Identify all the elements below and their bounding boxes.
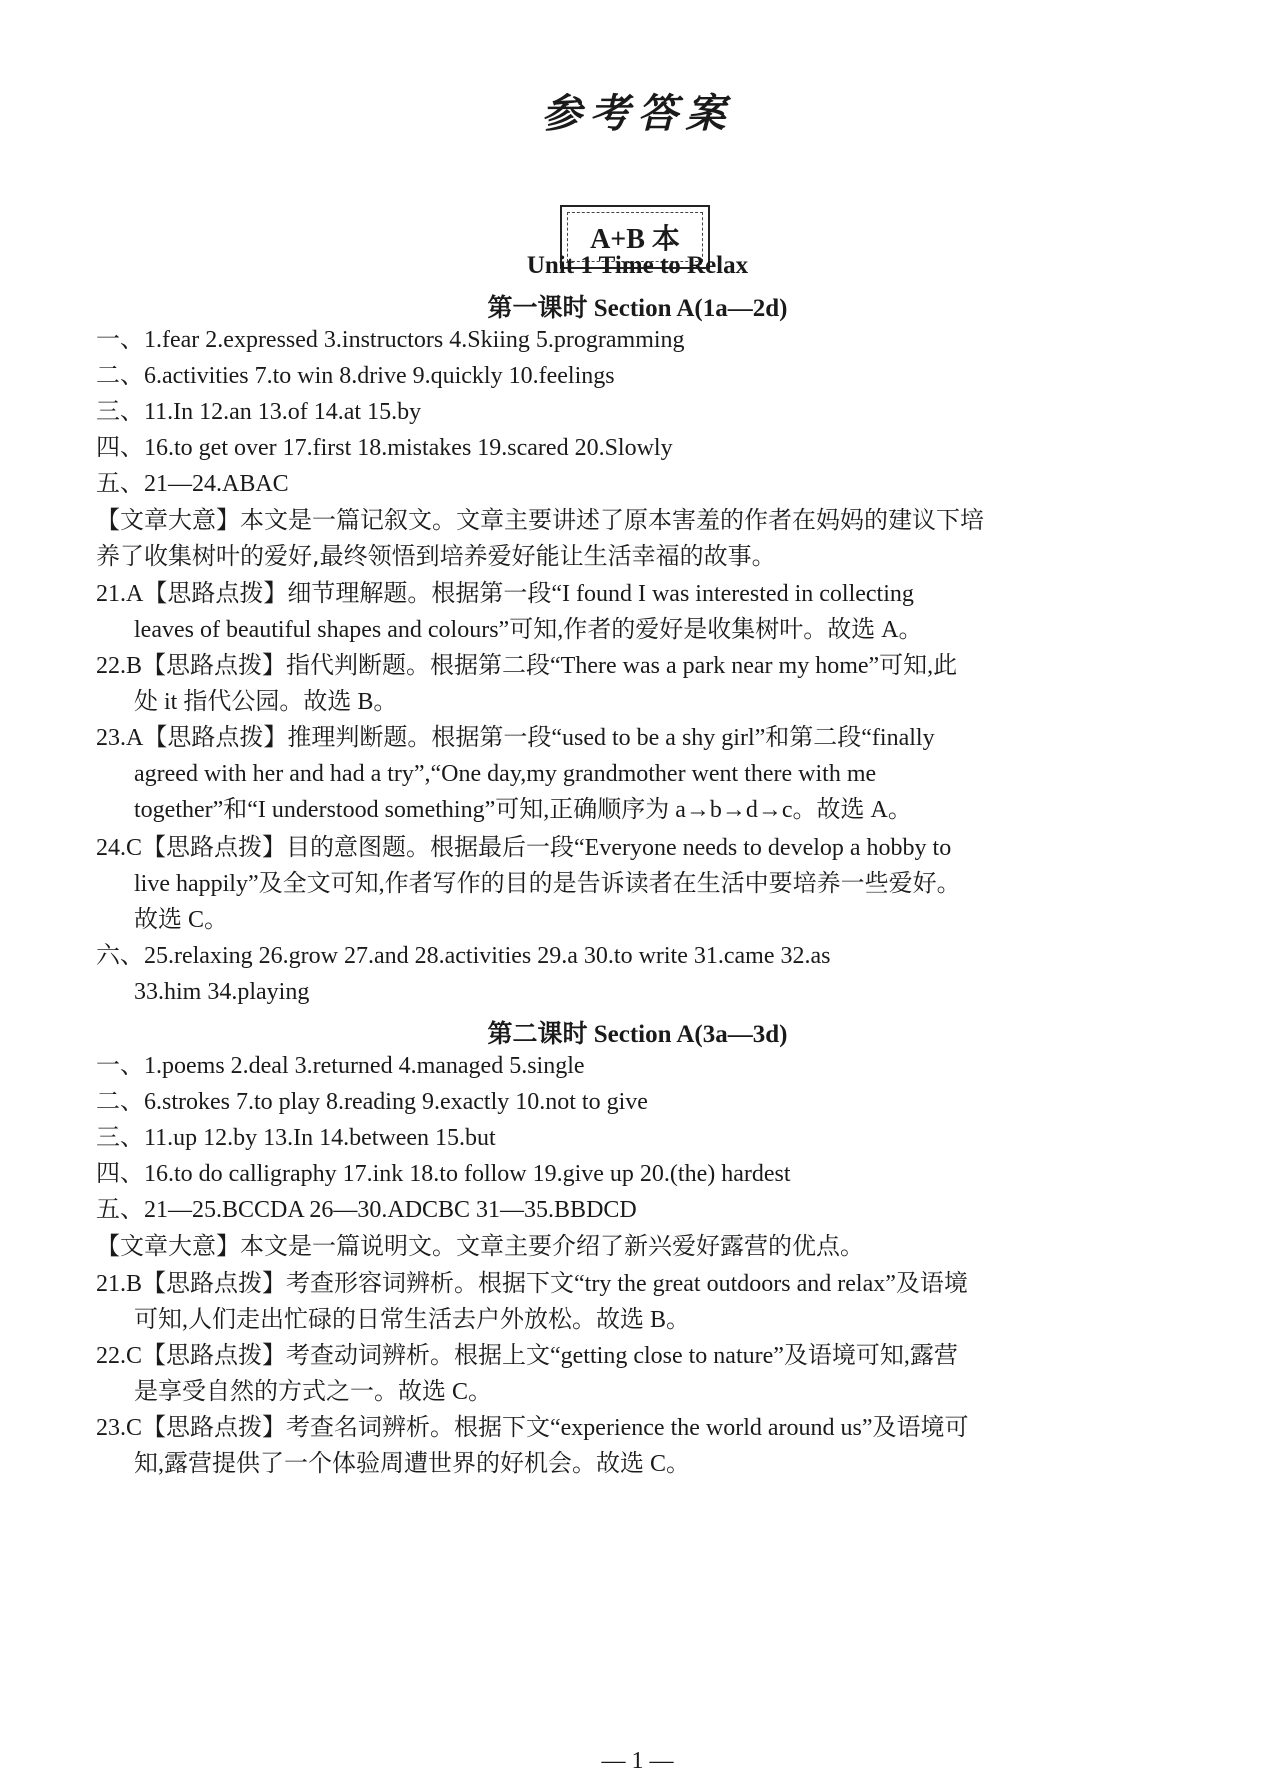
answer-line: 二、6.activities 7.to win 8.drive 9.quickly 10.feelings	[96, 363, 615, 389]
answer-line: 三、11.In 12.an 13.of 14.at 15.by	[96, 399, 422, 425]
explanation-line: 24.C【思路点拨】目的意图题。根据最后一段“Everyone needs to develop a hobby to	[96, 835, 952, 861]
explanation-line: 故选 C。	[134, 907, 229, 933]
page-title: 参考答案	[541, 90, 734, 137]
explanation-line: live happily”及全文可知,作者写作的目的是告诉读者在生活中要培养一些爱好。	[134, 871, 961, 897]
explanation-line: 22.B【思路点拨】指代判断题。根据第二段“There was a park near my home”可知,此	[96, 653, 958, 679]
answer-line: 四、16.to do calligraphy 17.ink 18.to follow 19.give up 20.(the) hardest	[96, 1161, 791, 1187]
answer-line: 一、1.poems 2.deal 3.returned 4.managed 5.single	[96, 1053, 585, 1079]
explanation-line: 23.C【思路点拨】考查名词辨析。根据下文“experience the world around us”及语境可	[96, 1415, 969, 1441]
explanation-line: 知,露营提供了一个体验周遭世界的好机会。故选 C。	[134, 1451, 691, 1477]
answer-line: 五、21—25.BCCDA 26—30.ADCBC 31—35.BBDCD	[96, 1197, 637, 1223]
summary-line: 【文章大意】本文是一篇说明文。文章主要介绍了新兴爱好露营的优点。	[96, 1232, 864, 1260]
explanation-line: 21.A【思路点拨】细节理解题。根据第一段“I found I was interested in collecting	[96, 581, 914, 607]
answer-line: 一、1.fear 2.expressed 3.instructors 4.Skiing 5.programming	[96, 327, 685, 353]
summary-line: 【文章大意】本文是一篇记叙文。文章主要讲述了原本害羞的作者在妈妈的建议下培	[96, 506, 984, 534]
explanation-line: agreed with her and had a try”,“One day,my grandmother went there with me	[134, 761, 877, 787]
explanation-line: together”和“I understood something”可知,正确顺序为 a→b→d→c。故选 A。	[134, 797, 912, 823]
answer-line: 六、25.relaxing 26.grow 27.and 28.activities 29.a 30.to write 31.came 32.as	[96, 943, 831, 969]
lesson1-heading: 第一课时 Section A(1a—2d)	[487, 295, 788, 322]
book-label-box: A+B 本	[560, 205, 710, 269]
answer-line: 33.him 34.playing	[134, 979, 310, 1005]
page-number: — 1 —	[601, 1748, 674, 1774]
answer-line: 五、21—24.ABAC	[96, 471, 289, 497]
explanation-line: 可知,人们走出忙碌的日常生活去户外放松。故选 B。	[134, 1307, 691, 1333]
answer-line: 四、16.to get over 17.first 18.mistakes 19.scared 20.Slowly	[96, 435, 673, 461]
answer-line: 二、6.strokes 7.to play 8.reading 9.exactly 10.not to give	[96, 1089, 648, 1115]
explanation-line: 22.C【思路点拨】考查动词辨析。根据上文“getting close to nature”及语境可知,露营	[96, 1343, 958, 1369]
explanation-line: leaves of beautiful shapes and colours”可知,作者的爱好是收集树叶。故选 A。	[134, 617, 923, 643]
explanation-line: 是享受自然的方式之一。故选 C。	[134, 1379, 493, 1405]
explanation-line: 处 it 指代公园。故选 B。	[134, 689, 398, 715]
explanation-line: 21.B【思路点拨】考查形容词辨析。根据下文“try the great outdoors and relax”及语境	[96, 1271, 968, 1297]
explanation-line: 23.A【思路点拨】推理判断题。根据第一段“used to be a shy girl”和第二段“finally	[96, 725, 935, 751]
unit-title: Unit 1 Time to Relax	[526, 252, 749, 279]
answer-line: 三、11.up 12.by 13.In 14.between 15.but	[96, 1125, 496, 1151]
lesson2-heading: 第二课时 Section A(3a—3d)	[487, 1021, 788, 1048]
summary-line: 养了收集树叶的爱好,最终领悟到培养爱好能让生活幸福的故事。	[96, 542, 776, 570]
